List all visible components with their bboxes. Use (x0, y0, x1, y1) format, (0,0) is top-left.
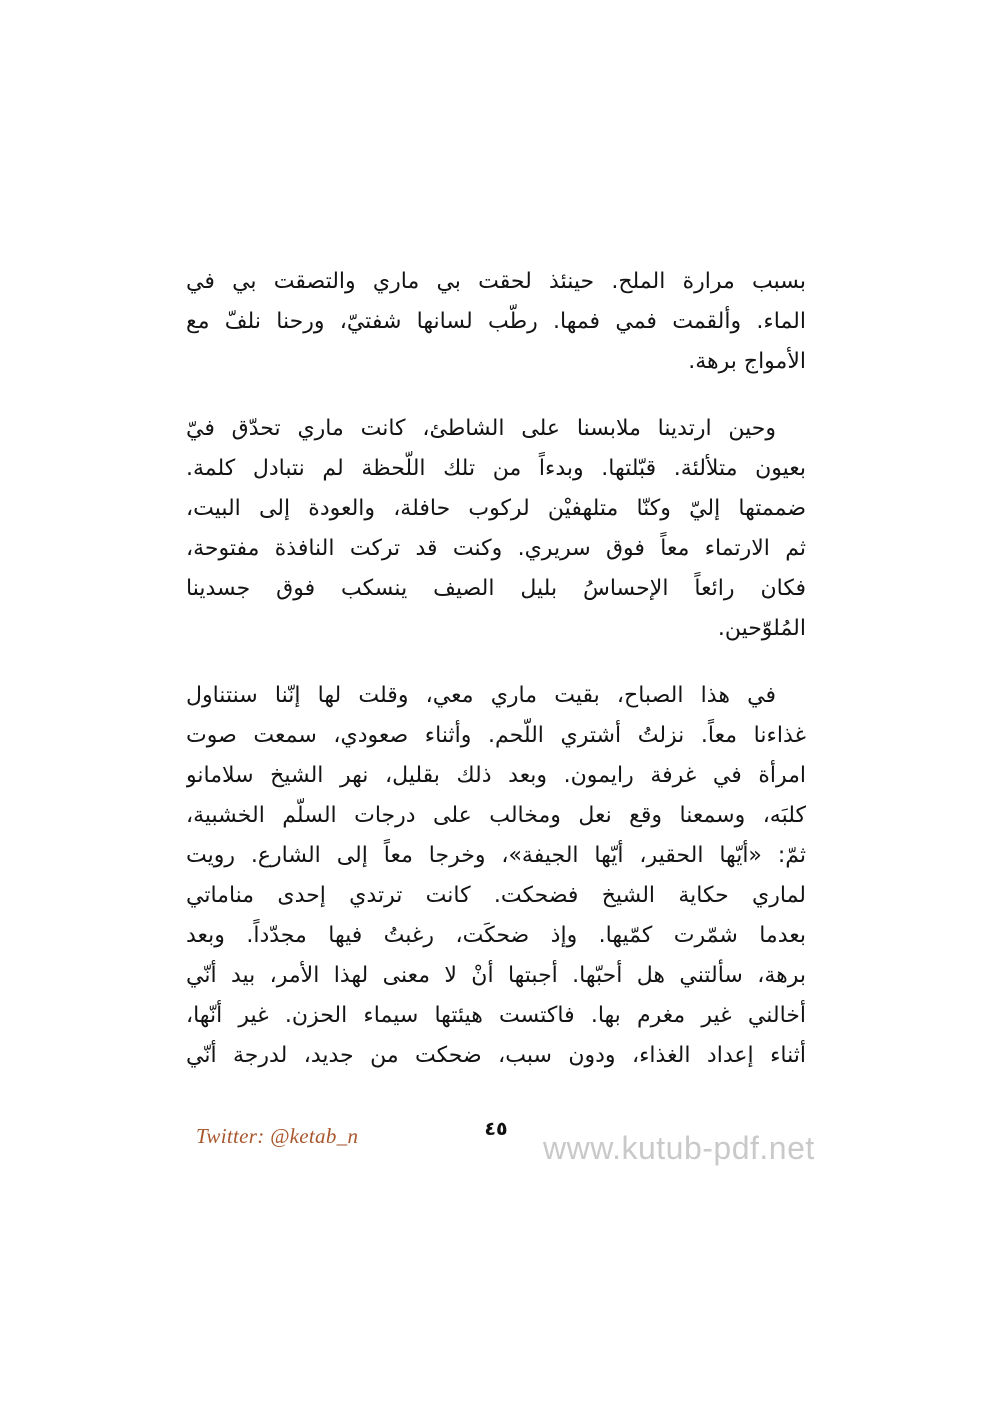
text-line: الماء. وألقمت فمي فمها. رطّب لسانها شفتيّ، ورحنا نلفّ مع (186, 309, 806, 334)
text-line: في هذا الصباح، بقيت ماري معي، وقلت لها إنّنا سنتناول (186, 683, 776, 708)
watermark: www.kutub-pdf.net (543, 1130, 815, 1166)
text-line: بعيون متلألئة. قبّلتها. وبدءاً من تلك اللّحظة لم نتبادل كلمة. (186, 456, 806, 481)
text-line: المُلوّحين. (717, 616, 806, 641)
text-line: بسبب مرارة الملح. حينئذ لحقت بي ماري والتصقت بي في (186, 269, 806, 294)
text-line: برهة، سألتني هل أحبّها. أجبتها أنْ لا معنى لهذا الأمر، بيد أنّي (186, 963, 806, 988)
body-text (186, 262, 806, 1103)
text-line: أخالني غير مغرم بها. فاكتست هيئتها سيماء الحزن. غير أنّها، (186, 1003, 806, 1028)
twitter-handle-link[interactable]: Twitter: @ketab_n (196, 1124, 359, 1148)
paragraph (186, 262, 806, 382)
text-line: امرأة في غرفة رايمون. وبعد ذلك بقليل، نهر الشيخ سلامانو (186, 763, 806, 788)
text-line: كلبَه، وسمعنا وقع نعل ومخالب على درجات السلّم الخشبية، (186, 803, 806, 828)
text-line: وحين ارتدينا ملابسنا على الشاطئ، كانت ماري تحدّق فيّ (186, 416, 776, 441)
paragraph (186, 409, 806, 649)
text-line: بعدما شمّرت كمّيها. وإذ ضحكَت، رغبتُ فيها مجدّداً. وبعد (186, 923, 806, 948)
text-line: ضممتها إليّ وكنّا متلهفيْن لركوب حافلة، والعودة إلى البيت، (186, 496, 806, 521)
text-line: الأمواج برهة. (688, 349, 806, 374)
paragraph (186, 676, 806, 1076)
text-line: لماري حكاية الشيخ فضحكت. كانت ترتدي إحدى مناماتي (186, 883, 806, 908)
text-line: ثمّ: «أيّها الحقير، أيّها الجيفة»، وخرجا معاً إلى الشارع. رويت (186, 843, 806, 868)
text-line: فكان رائعاً الإحساسُ بليل الصيف ينسكب فوق جسدينا (186, 576, 806, 601)
text-line: غذاءنا معاً. نزلتُ أشتري اللّحم. وأثناء صعودي، سمعت صوت (186, 723, 806, 748)
text-line: ثم الارتماء معاً فوق سريري. وكنت قد تركت النافذة مفتوحة، (186, 536, 806, 561)
text-line: أثناء إعداد الغذاء، ودون سبب، ضحكت من جديد، لدرجة أنّي (186, 1043, 806, 1068)
page-number: ٤٥ (484, 1118, 508, 1140)
